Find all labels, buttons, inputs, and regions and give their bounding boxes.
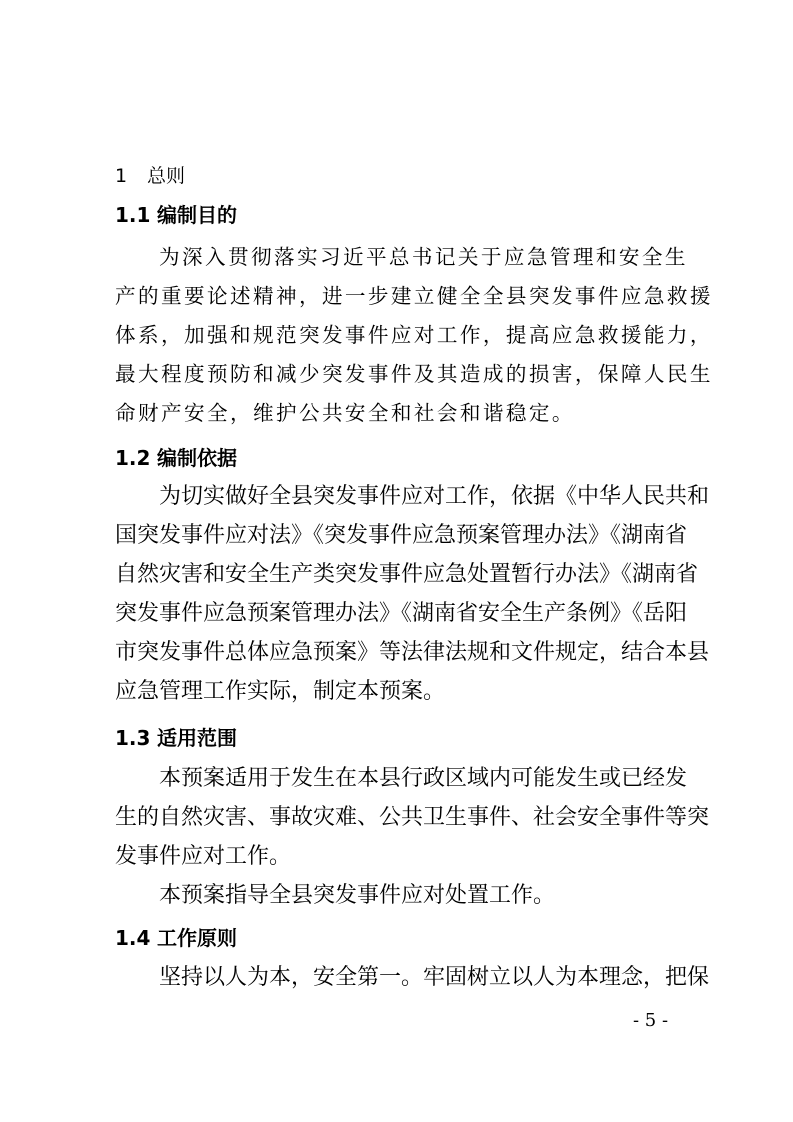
paragraph-scope-guidance <box>115 876 683 915</box>
paragraph-principles <box>115 958 710 997</box>
paragraph-line: 为深入贯彻落实习近平总书记关于应急管理和安全生 <box>159 245 688 269</box>
section-number: 1.1 <box>115 203 151 227</box>
paragraph-line: 自然灾害和安全生产类突发事件应急处置暂行办法》《湖南省 <box>115 562 699 587</box>
section-title: 适用范围 <box>157 726 237 750</box>
paragraph-line: 产的重要论述精神，进一步建立健全全县突发事件应急救援 <box>115 284 713 308</box>
section-number: 1.4 <box>115 926 151 950</box>
paragraph-line: 国突发事件应对法》《突发事件应急预案管理办法》《湖南省 <box>115 523 688 548</box>
paragraph-line: 本预案适用于发生在本县行政区域内可能发生或已经发 <box>159 766 688 791</box>
paragraph-scope <box>115 759 710 876</box>
paragraph-line: 坚持以人为本，安全第一。牢固树立以人为本理念，把保 <box>159 965 710 990</box>
section-heading-1-1 <box>115 201 237 229</box>
chapter-title: 总则 <box>147 165 186 187</box>
paragraph-basis <box>115 477 710 711</box>
section-title: 编制依据 <box>157 446 237 470</box>
chapter-number: 1 <box>115 165 128 187</box>
paragraph-purpose <box>115 238 713 433</box>
paragraph-line: 发事件应对工作。 <box>115 844 292 869</box>
section-title: 工作原则 <box>157 926 237 950</box>
paragraph-line: 应急管理工作实际，制定本预案。 <box>115 679 446 704</box>
section-number: 1.2 <box>115 446 151 470</box>
paragraph-line: 突发事件应急预案管理办法》《湖南省安全生产条例》《岳阳 <box>115 601 688 626</box>
paragraph-line: 本预案指导全县突发事件应对处置工作。 <box>159 883 556 908</box>
section-number: 1.3 <box>115 726 151 750</box>
section-heading-1-3 <box>115 724 237 752</box>
paragraph-line: 体系，加强和规范突发事件应对工作，提高应急救援能力， <box>115 323 713 347</box>
paragraph-line: 最大程度预防和减少突发事件及其造成的损害，保障人民生 <box>115 362 713 386</box>
section-heading-1-2 <box>115 444 237 472</box>
paragraph-line: 命财产安全，维护公共安全和社会和谐稳定。 <box>115 401 575 425</box>
section-heading-1-4 <box>115 924 237 952</box>
chapter-heading <box>115 163 185 189</box>
paragraph-line: 市突发事件总体应急预案》等法律法规和文件规定，结合本县 <box>115 640 710 665</box>
paragraph-line: 生的自然灾害、事故灾难、公共卫生事件、社会安全事件等突 <box>115 805 710 830</box>
page-number: - 5 - <box>633 1010 669 1031</box>
paragraph-line: 为切实做好全县突发事件应对工作，依据《中华人民共和 <box>159 484 710 509</box>
section-title: 编制目的 <box>157 203 237 227</box>
